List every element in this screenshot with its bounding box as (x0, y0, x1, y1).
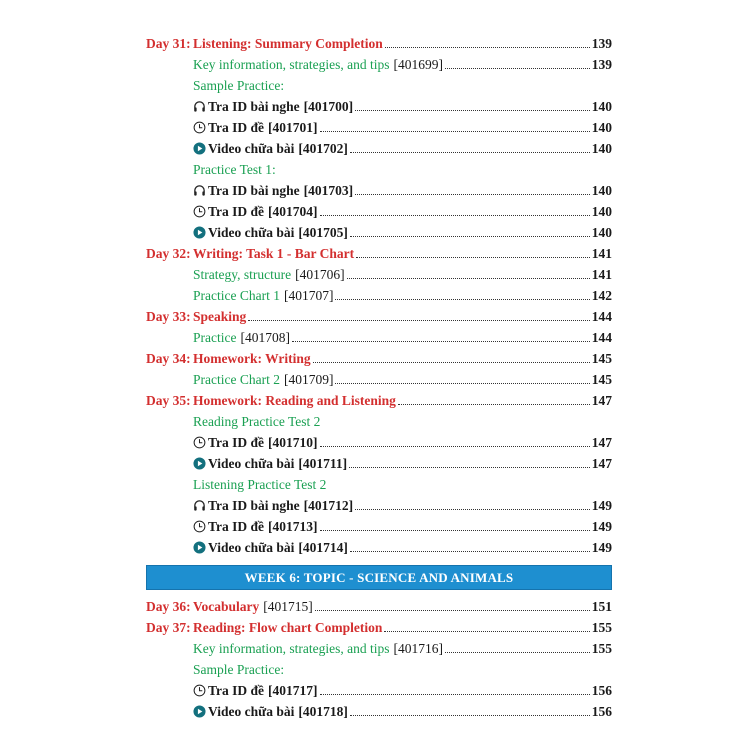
entry-title: Reading: Flow chart Completion (193, 619, 383, 635)
entry-title: Tra ID bài nghe (208, 98, 300, 114)
dot-leader (315, 610, 590, 611)
entry-id: [401702] (298, 140, 348, 156)
play-icon (193, 142, 206, 155)
entry-title: Key information, strategies, and tips (193, 640, 390, 656)
page-number: 141 (591, 266, 612, 282)
entry-title: Listening Practice Test 2 (193, 476, 327, 492)
headphones-icon (193, 184, 206, 197)
entry-title: Reading Practice Test 2 (193, 413, 321, 429)
entry-id: [401710] (268, 434, 318, 450)
page-number: 149 (591, 497, 612, 513)
section-heading (146, 659, 612, 680)
day-label: Day 37: (146, 619, 191, 635)
play-icon (193, 705, 206, 718)
entry-id: [401717] (268, 682, 318, 698)
toc-entry[interactable] (146, 180, 612, 201)
dot-leader (350, 715, 590, 716)
entry-id: [401705] (298, 224, 348, 240)
toc-entry[interactable] (146, 596, 612, 617)
dot-leader (320, 131, 590, 132)
toc-entry[interactable] (146, 138, 612, 159)
toc-entry[interactable] (146, 495, 612, 516)
toc-entry[interactable] (146, 432, 612, 453)
headphones-icon (193, 100, 206, 113)
toc-entry[interactable] (146, 638, 612, 659)
entry-title: Video chữa bài (208, 140, 295, 156)
entry-id: [401714] (298, 539, 348, 555)
dot-leader (356, 257, 590, 258)
entry-id: [401716] (393, 640, 443, 656)
toc-entry[interactable] (146, 96, 612, 117)
entry-id: [401718] (298, 703, 348, 719)
page-number: 139 (591, 56, 612, 72)
page-number: 142 (591, 287, 612, 303)
day-label: Day 31: (146, 35, 191, 51)
entry-title: Tra ID đề (208, 203, 264, 219)
toc-entry[interactable] (146, 306, 612, 327)
dot-leader (350, 551, 590, 552)
dot-leader (292, 341, 590, 342)
toc-entry[interactable] (146, 680, 612, 701)
page-number: 140 (591, 119, 612, 135)
headphones-icon (193, 499, 206, 512)
play-icon (193, 226, 206, 239)
week-banner: WEEK 6: TOPIC - SCIENCE AND ANIMALS (146, 565, 612, 590)
entry-title: Practice (193, 329, 237, 345)
toc-entry[interactable] (146, 390, 612, 411)
toc-entry[interactable] (146, 264, 612, 285)
entry-id: [401701] (268, 119, 318, 135)
page-number: 141 (591, 245, 612, 261)
entry-title: Key information, strategies, and tips (193, 56, 390, 72)
page-number: 140 (591, 98, 612, 114)
section-heading (146, 75, 612, 96)
entry-title: Tra ID đề (208, 518, 264, 534)
entry-id: [401706] (295, 266, 345, 282)
page-number: 156 (591, 682, 612, 698)
dot-leader (347, 278, 590, 279)
entry-id: [401709] (283, 371, 334, 387)
page-number: 155 (591, 640, 612, 656)
entry-title: Vocabulary (193, 598, 260, 614)
toc-entry[interactable] (146, 537, 612, 558)
entry-title: Homework: Writing (193, 350, 311, 366)
dot-leader (445, 652, 590, 653)
toc-entry[interactable] (146, 222, 612, 243)
entry-title: Tra ID đề (208, 119, 264, 135)
dot-leader (320, 215, 590, 216)
page-number: 139 (591, 35, 612, 51)
clock-icon (193, 684, 206, 697)
entry-title: Video chữa bài (208, 455, 295, 471)
page-number: 145 (591, 350, 612, 366)
page-number: 147 (591, 455, 612, 471)
entry-id: [401715] (263, 598, 313, 614)
entry-id: [401713] (268, 518, 318, 534)
entry-id: [401708] (240, 329, 290, 345)
dot-leader (350, 152, 590, 153)
page-number: 149 (591, 518, 612, 534)
toc-entry[interactable] (146, 54, 612, 75)
page-number: 149 (591, 539, 612, 555)
page-number: 140 (591, 182, 612, 198)
entry-title: Writing: Task 1 - Bar Chart (193, 245, 355, 261)
entry-id: [401711] (298, 455, 348, 471)
toc-entry[interactable] (146, 369, 612, 390)
dot-leader (320, 530, 590, 531)
toc-entry[interactable] (146, 701, 612, 722)
entry-title: Tra ID đề (208, 682, 264, 698)
entry-title: Listening: Summary Completion (193, 35, 383, 51)
dot-leader (355, 194, 590, 195)
entry-title: Tra ID bài nghe (208, 497, 300, 513)
play-icon (193, 541, 206, 554)
toc-entry[interactable] (146, 348, 612, 369)
page-number: 144 (591, 308, 612, 324)
entry-title: Practice Chart 2 (193, 371, 280, 387)
page-number: 144 (591, 329, 612, 345)
play-icon (193, 457, 206, 470)
dot-leader (445, 68, 590, 69)
dot-leader (335, 383, 589, 384)
dot-leader (355, 509, 590, 510)
page-number: 151 (591, 598, 612, 614)
page-number: 140 (591, 140, 612, 156)
clock-icon (193, 205, 206, 218)
table-of-contents (146, 33, 612, 722)
page-number: 145 (591, 371, 612, 387)
entry-title: Homework: Reading and Listening (193, 392, 396, 408)
entry-id: [401712] (303, 497, 354, 513)
clock-icon (193, 520, 206, 533)
page-number: 140 (591, 224, 612, 240)
day-label: Day 35: (146, 392, 191, 408)
dot-leader (385, 47, 590, 48)
dot-leader (248, 320, 589, 321)
section-heading (146, 411, 612, 432)
section-heading (146, 159, 612, 180)
entry-title: Sample Practice: (193, 661, 285, 677)
page-number: 155 (591, 619, 612, 635)
toc-entry[interactable] (146, 201, 612, 222)
dot-leader (355, 110, 590, 111)
entry-title: Speaking (193, 308, 247, 324)
day-label: Day 34: (146, 350, 191, 366)
clock-icon (193, 436, 206, 449)
dot-leader (320, 694, 590, 695)
toc-entry[interactable] (146, 453, 612, 474)
dot-leader (320, 446, 590, 447)
page-number: 147 (591, 392, 612, 408)
day-label: Day 33: (146, 308, 191, 324)
toc-entry[interactable] (146, 516, 612, 537)
day-label: Day 32: (146, 245, 191, 261)
dot-leader (335, 299, 589, 300)
page-number: 147 (591, 434, 612, 450)
toc-entry[interactable] (146, 617, 612, 638)
page-number: 156 (591, 703, 612, 719)
entry-id: [401700] (303, 98, 354, 114)
toc-entry[interactable] (146, 285, 612, 306)
dot-leader (349, 467, 590, 468)
entry-title: Video chữa bài (208, 539, 295, 555)
toc-entry[interactable] (146, 243, 612, 264)
entry-title: Practice Test 1: (193, 161, 276, 177)
toc-entry[interactable] (146, 327, 612, 348)
entry-title: Tra ID đề (208, 434, 264, 450)
dot-leader (398, 404, 590, 405)
entry-title: Strategy, structure (193, 266, 292, 282)
clock-icon (193, 121, 206, 134)
entry-id: [401707] (283, 287, 334, 303)
section-heading (146, 474, 612, 495)
day-label: Day 36: (146, 598, 191, 614)
entry-title: Sample Practice: (193, 77, 285, 93)
entry-title: Video chữa bài (208, 703, 295, 719)
toc-entry[interactable] (146, 33, 612, 54)
dot-leader (350, 236, 590, 237)
entry-id: [401699] (393, 56, 443, 72)
entry-title: Tra ID bài nghe (208, 182, 300, 198)
entry-id: [401703] (303, 182, 354, 198)
dot-leader (384, 631, 589, 632)
dot-leader (313, 362, 590, 363)
entry-title: Video chữa bài (208, 224, 295, 240)
page-number: 140 (591, 203, 612, 219)
toc-entry[interactable] (146, 117, 612, 138)
entry-title: Practice Chart 1 (193, 287, 280, 303)
entry-id: [401704] (268, 203, 318, 219)
